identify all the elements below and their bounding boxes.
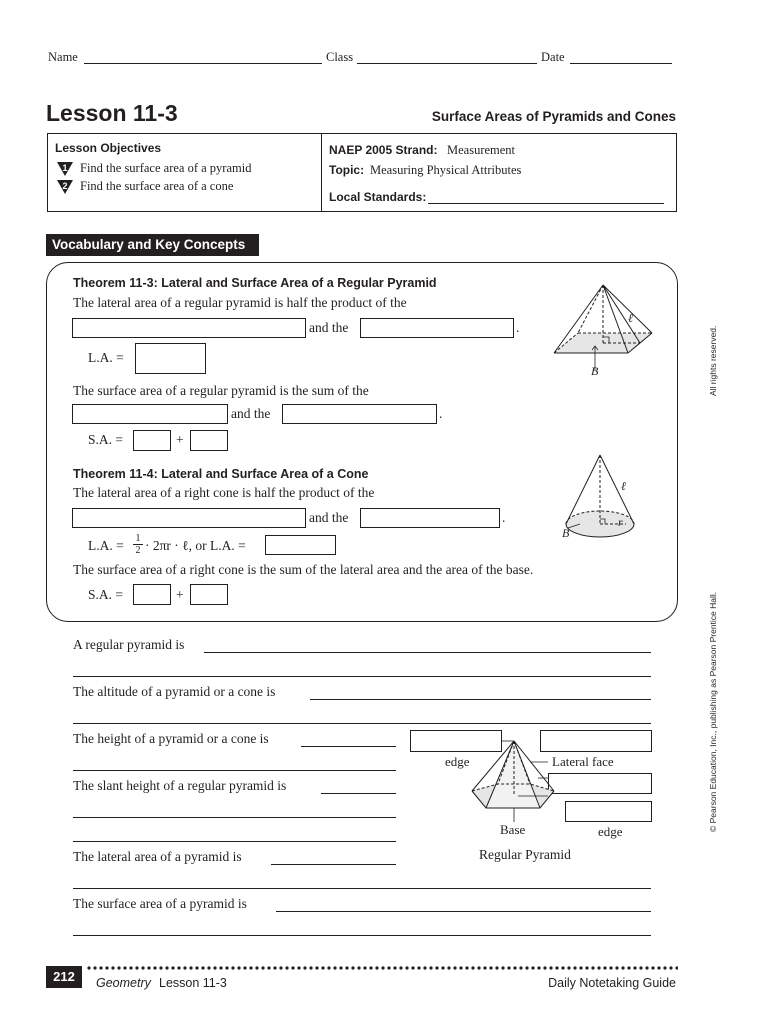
fraction-numerator: 1 (135, 533, 141, 544)
t2-blank-1[interactable] (72, 508, 306, 528)
naep-value: Measurement (447, 143, 516, 157)
sa-blank-1b[interactable] (190, 430, 228, 451)
q2-answer-line-1[interactable] (310, 699, 651, 700)
theorem-1-line2: The surface area of a regular pyramid is the sum of the (73, 383, 369, 398)
question-1: A regular pyramid is (73, 637, 185, 652)
name-field[interactable] (84, 63, 322, 64)
objective-1: Find the surface area of a pyramid (80, 161, 252, 175)
standards-field[interactable] (428, 203, 664, 204)
page-number: 212 (46, 966, 82, 988)
la2-blank[interactable] (265, 535, 336, 555)
regular-pyramid-figure (460, 736, 570, 826)
q6-answer-line-2[interactable] (73, 935, 651, 936)
t2-blank-2[interactable] (360, 508, 500, 528)
rights-text: All rights reserved. (708, 325, 718, 396)
class-field[interactable] (357, 63, 537, 64)
pyramid-ell-label: ℓ (628, 311, 633, 325)
footer-dotted-rule (86, 966, 678, 970)
date-field[interactable] (570, 63, 672, 64)
q2-answer-line-2[interactable] (73, 723, 651, 724)
footer-book: Geometry (96, 976, 151, 990)
fraction-half (133, 533, 143, 556)
theorem-1-line1: The lateral area of a regular pyramid is half the product of the (73, 295, 407, 310)
figure-edge-label-2: edge (598, 824, 623, 839)
and-the-3: and the (309, 510, 349, 525)
figure-base-label: Base (500, 822, 526, 837)
vocab-banner: Vocabulary and Key Concepts (46, 234, 259, 256)
sa-blank-2a[interactable] (133, 584, 171, 605)
q5-answer-line-2[interactable] (73, 888, 651, 889)
la-blank[interactable] (135, 343, 206, 374)
theorem-2-title: Theorem 11-4: Lateral and Surface Area of a Cone (73, 467, 369, 481)
q4-answer-line-2[interactable] (73, 817, 396, 818)
theorem-cone-figure (560, 450, 650, 545)
t1-blank-1[interactable] (72, 318, 306, 338)
question-4: The slant height of a regular pyramid is (73, 778, 287, 793)
class-label: Class (326, 50, 354, 64)
sa-label-1: S.A. = (88, 432, 123, 447)
question-6: The surface area of a pyramid is (73, 896, 247, 911)
q4-answer-line-1[interactable] (321, 793, 396, 794)
q1-answer-line-1[interactable] (204, 652, 651, 653)
objective-2: Find the surface area of a cone (80, 179, 234, 193)
naep-label: NAEP 2005 Strand: (329, 143, 438, 157)
figure-edge-label-1: edge (445, 754, 470, 769)
question-5: The lateral area of a pyramid is (73, 849, 242, 864)
figure-blank-bottom-right[interactable] (565, 801, 652, 822)
cone-B-label: B (562, 526, 570, 540)
fraction-denominator: 2 (133, 544, 143, 556)
theorem-pyramid-figure (548, 280, 660, 380)
period-1: . (516, 320, 520, 335)
q6-answer-line-1[interactable] (276, 911, 651, 912)
theorem-2-line2: The surface area of a right cone is the sum of the lateral area and the area of the base. (73, 562, 534, 577)
sa-label-2: S.A. = (88, 587, 123, 602)
period-3: . (502, 510, 506, 525)
plus-2: + (176, 587, 184, 602)
objective-number-2: 2 (62, 181, 68, 191)
name-label: Name (48, 50, 78, 64)
question-3: The height of a pyramid or a cone is (73, 731, 269, 746)
t1-blank-2[interactable] (360, 318, 514, 338)
t1-blank-3[interactable] (72, 404, 228, 424)
copyright-text: © Pearson Education, Inc., publishing as Pearson Prentice Hall. (708, 591, 718, 832)
q3-answer-line-2[interactable] (73, 770, 396, 771)
theorem-1-title: Theorem 11-3: Lateral and Surface Area of a Regular Pyramid (73, 276, 437, 290)
t1-blank-4[interactable] (282, 404, 437, 424)
q3-answer-line-1[interactable] (301, 746, 396, 747)
pyramid-B-label: B (591, 364, 599, 378)
la-label: L.A. = (88, 350, 124, 365)
q4-answer-line-3[interactable] (73, 841, 396, 842)
topic-value: Measuring Physical Attributes (370, 163, 522, 177)
period-2: . (439, 406, 443, 421)
cone-ell-label: ℓ (621, 479, 626, 493)
question-2: The altitude of a pyramid or a cone is (73, 684, 276, 699)
topic-label: Topic: (329, 163, 365, 177)
cone-r-label: r (618, 515, 623, 529)
theorem-2-line1: The lateral area of a right cone is half the product of the (73, 485, 375, 500)
la2-label: L.A. = (88, 538, 124, 553)
footer-guide: Daily Notetaking Guide (548, 976, 676, 990)
sa-blank-2b[interactable] (190, 584, 228, 605)
sa-blank-1a[interactable] (133, 430, 171, 451)
and-the-2: and the (231, 406, 271, 421)
objective-number-2-icon (56, 179, 74, 195)
q1-answer-line-2[interactable] (73, 676, 651, 677)
objective-number-1-icon (56, 161, 74, 177)
footer-lesson: Lesson 11-3 (159, 976, 227, 990)
date-label: Date (541, 50, 565, 64)
plus-1: + (176, 432, 184, 447)
q5-answer-line-1[interactable] (271, 864, 396, 865)
objectives-heading: Lesson Objectives (55, 141, 162, 155)
figure-lateral-face-label: Lateral face (552, 754, 614, 769)
objective-number-1: 1 (62, 163, 68, 173)
lesson-subtitle: Surface Areas of Pyramids and Cones (431, 109, 676, 124)
la2-formula: · 2πr · ℓ, or L.A. = (145, 538, 246, 553)
lesson-title: Lesson 11-3 (46, 100, 178, 126)
figure-caption: Regular Pyramid (479, 847, 571, 862)
standards-label: Local Standards: (329, 190, 427, 204)
and-the-1: and the (309, 320, 349, 335)
